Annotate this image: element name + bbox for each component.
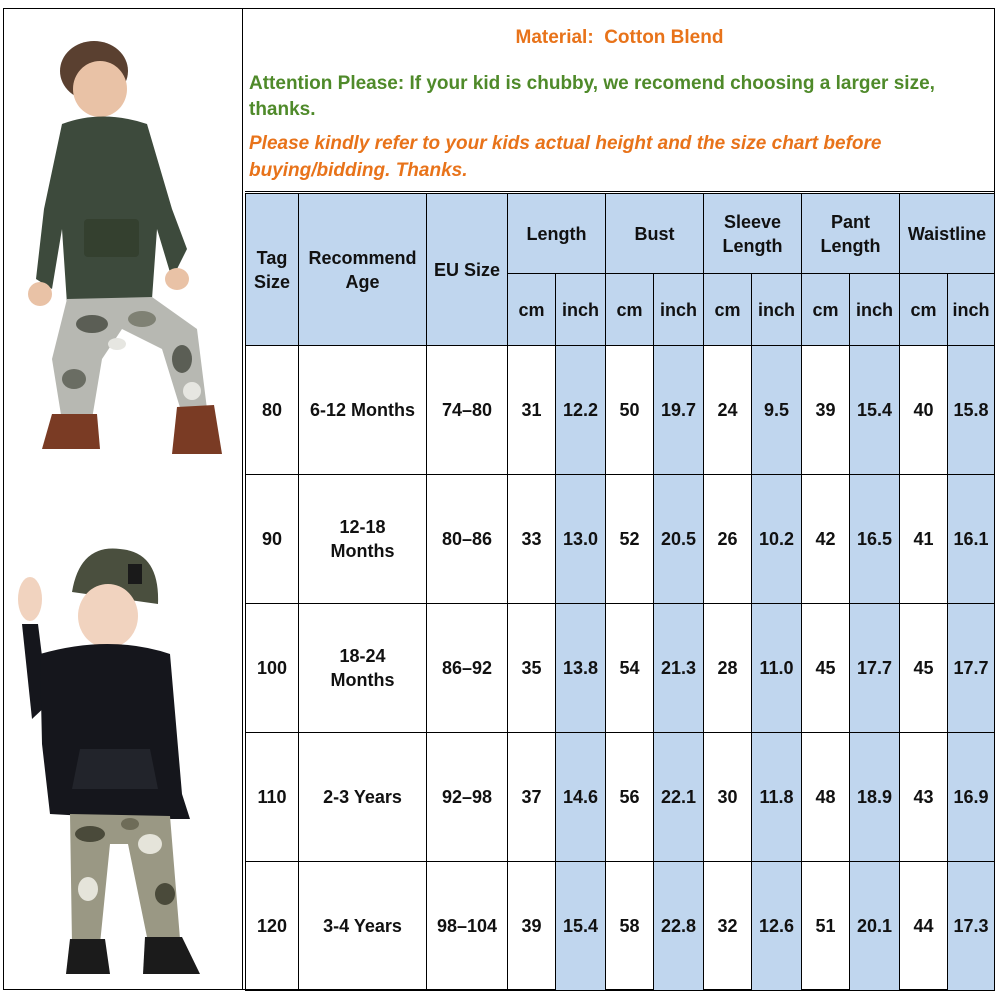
unit-inch: inch: [948, 274, 995, 346]
cell-tag-size: 90: [246, 475, 299, 604]
cell-tag-size: 80: [246, 346, 299, 475]
header-waistline: Waistline: [900, 194, 995, 274]
table-row: [246, 475, 995, 604]
info-panel: [245, 9, 994, 192]
table-body: [246, 346, 995, 991]
cell-pant-inch: 17.7: [850, 604, 900, 733]
cell-pant-inch: 16.5: [850, 475, 900, 604]
cell-bust-cm: 52: [606, 475, 654, 604]
cell-length-cm: 37: [508, 733, 556, 862]
cell-recommend-age: 18-24 Months: [299, 604, 427, 733]
unit-cm: cm: [508, 274, 556, 346]
refer-note: Please kindly refer to your kids actual height and the size chart before buying/bidding. Thanks.: [249, 133, 882, 181]
cell-bust-inch: 21.3: [654, 604, 704, 733]
cell-sleeve-cm: 28: [704, 604, 752, 733]
cell-sleeve-inch: 12.6: [752, 862, 802, 991]
cell-waist-inch: 16.9: [948, 733, 995, 862]
photo-kid-olive-sweater: [22, 29, 232, 459]
cell-pant-cm: 42: [802, 475, 850, 604]
header-tag-size: Tag Size: [246, 194, 299, 346]
cell-eu-size: 80–86: [427, 475, 508, 604]
unit-cm: cm: [704, 274, 752, 346]
cell-length-inch: 12.2: [556, 346, 606, 475]
cell-eu-size: 92–98: [427, 733, 508, 862]
cell-sleeve-cm: 32: [704, 862, 752, 991]
cell-sleeve-inch: 9.5: [752, 346, 802, 475]
table-row: [246, 604, 995, 733]
cell-waist-cm: 43: [900, 733, 948, 862]
unit-cm: cm: [606, 274, 654, 346]
cell-sleeve-cm: 26: [704, 475, 752, 604]
cell-sleeve-inch: 11.8: [752, 733, 802, 862]
cell-waist-inch: 16.1: [948, 475, 995, 604]
cell-pant-cm: 45: [802, 604, 850, 733]
header-pant-length: Pant Length: [802, 194, 900, 274]
cell-bust-cm: 56: [606, 733, 654, 862]
cell-bust-inch: 22.8: [654, 862, 704, 991]
cell-waist-inch: 17.3: [948, 862, 995, 991]
table-row: [246, 733, 995, 862]
cell-pant-cm: 39: [802, 346, 850, 475]
cell-eu-size: 98–104: [427, 862, 508, 991]
cell-recommend-age: 6-12 Months: [299, 346, 427, 475]
product-photos: [4, 9, 243, 989]
unit-inch: inch: [752, 274, 802, 346]
cell-tag-size: 100: [246, 604, 299, 733]
material-note: Material: Cotton Blend: [515, 27, 724, 48]
cell-tag-size: 120: [246, 862, 299, 991]
header-eu-size: EU Size: [427, 194, 508, 346]
cell-pant-cm: 51: [802, 862, 850, 991]
cell-length-inch: 13.0: [556, 475, 606, 604]
table-row: [246, 862, 995, 991]
cell-waist-cm: 44: [900, 862, 948, 991]
cell-recommend-age: 12-18 Months: [299, 475, 427, 604]
cell-tag-size: 110: [246, 733, 299, 862]
cell-sleeve-inch: 10.2: [752, 475, 802, 604]
unit-cm: cm: [900, 274, 948, 346]
cell-bust-inch: 19.7: [654, 346, 704, 475]
cell-waist-inch: 15.8: [948, 346, 995, 475]
cell-length-cm: 33: [508, 475, 556, 604]
cell-length-inch: 14.6: [556, 733, 606, 862]
cell-eu-size: 74–80: [427, 346, 508, 475]
cell-waist-cm: 40: [900, 346, 948, 475]
cell-pant-cm: 48: [802, 733, 850, 862]
header-length: Length: [508, 194, 606, 274]
photo-kid-black-hoodie: [10, 544, 220, 974]
cell-length-cm: 35: [508, 604, 556, 733]
cell-pant-inch: 20.1: [850, 862, 900, 991]
cell-bust-cm: 50: [606, 346, 654, 475]
cell-length-cm: 39: [508, 862, 556, 991]
header-sleeve-length: Sleeve Length: [704, 194, 802, 274]
cell-recommend-age: 2-3 Years: [299, 733, 427, 862]
cell-waist-cm: 45: [900, 604, 948, 733]
table-row: [246, 346, 995, 475]
unit-inch: inch: [654, 274, 704, 346]
cell-sleeve-cm: 24: [704, 346, 752, 475]
cell-recommend-age: 3-4 Years: [299, 862, 427, 991]
cell-waist-inch: 17.7: [948, 604, 995, 733]
size-chart-table: [245, 193, 995, 991]
cell-eu-size: 86–92: [427, 604, 508, 733]
cell-bust-inch: 22.1: [654, 733, 704, 862]
cell-bust-cm: 54: [606, 604, 654, 733]
cell-sleeve-cm: 30: [704, 733, 752, 862]
unit-inch: inch: [850, 274, 900, 346]
cell-length-inch: 13.8: [556, 604, 606, 733]
unit-inch: inch: [556, 274, 606, 346]
cell-bust-inch: 20.5: [654, 475, 704, 604]
cell-length-cm: 31: [508, 346, 556, 475]
cell-length-inch: 15.4: [556, 862, 606, 991]
cell-bust-cm: 58: [606, 862, 654, 991]
header-bust: Bust: [606, 194, 704, 274]
unit-cm: cm: [802, 274, 850, 346]
attention-note: Attention Please: If your kid is chubby, we recomend choosing a larger size, thanks.: [249, 73, 935, 120]
cell-waist-cm: 41: [900, 475, 948, 604]
header-recommend-age: Recommend Age: [299, 194, 427, 346]
cell-sleeve-inch: 11.0: [752, 604, 802, 733]
cell-pant-inch: 18.9: [850, 733, 900, 862]
table-header-row: [246, 194, 995, 274]
cell-pant-inch: 15.4: [850, 346, 900, 475]
